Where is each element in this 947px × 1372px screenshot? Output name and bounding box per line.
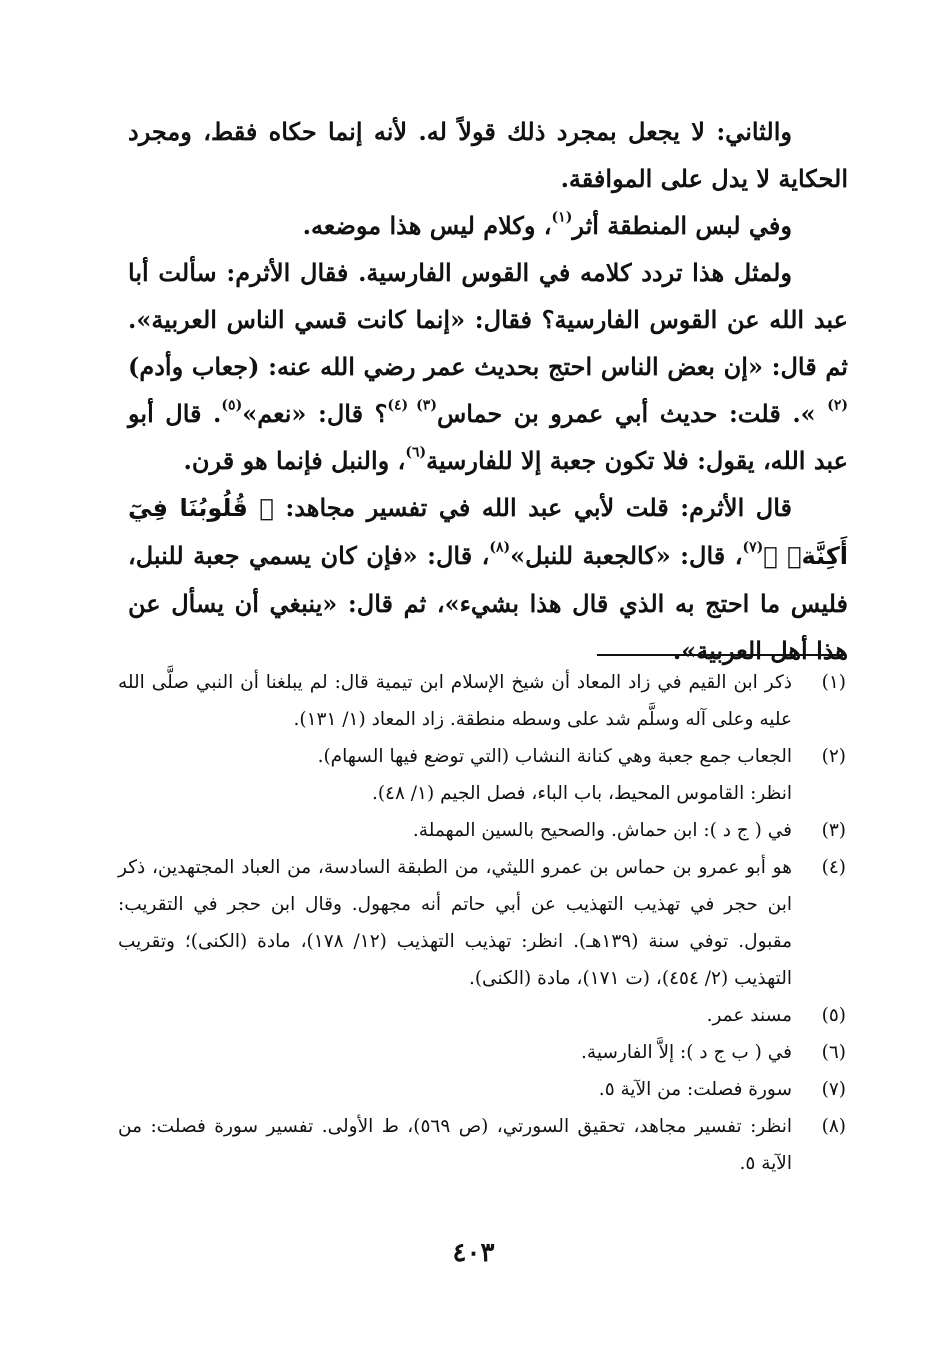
footnote-item xyxy=(118,1108,846,1182)
footnote-number: (٢) xyxy=(821,746,846,767)
text-segment: ، وكلام ليس هذا موضعه. xyxy=(302,211,552,240)
footnote-text: انظر: القاموس المحيط، باب الباء، فصل الجيم (١/ ٤٨). xyxy=(371,783,792,804)
footnote-item xyxy=(118,1071,846,1108)
footnote-number: (٥) xyxy=(821,1005,846,1026)
footnote-ref: (٥) xyxy=(221,397,243,414)
footnote-item xyxy=(118,812,846,849)
footnote-text: سورة فصلت: من الآية ٥. xyxy=(598,1079,792,1100)
footnote-text: انظر: تفسير مجاهد، تحقيق السورتي، (ص ٥٦٩)، ط الأولى. تفسير سورة فصلت: من الآية ٥. xyxy=(118,1116,792,1174)
footnote-number: (٤) xyxy=(821,857,846,878)
text-segment: ، قال: «فإن كان يسمي جعبة للنبل، فليس ما احتج به الذي قال هذا بشيء»، ثم قال: «ينبغي أن يسأل عن هذا أهل العربية». xyxy=(128,541,848,665)
footnote-item xyxy=(118,738,846,812)
quran-verse: ﴿ قُلُوبُنَا فِيٓ أَكِنَّةٖ ﴾ xyxy=(128,494,849,570)
text-segment: ولمثل هذا تردد كلامه في القوس الفارسية. فقال الأثرم: سألت أبا عبد الله عن القوس الفارسية؟ فقال: «إنما كانت قسي الناس العربية». ثم قال: «إن بعض الناس احتج بحديث عمر رضي الله عنه: (جعاب وأدم) xyxy=(128,258,848,381)
footnote-ref: (١) xyxy=(551,209,573,226)
footnote-item xyxy=(118,1034,846,1071)
footnote-text: هو أبو عمرو بن حماس بن عمرو الليثي، من الطبقة السادسة، من العباد المجتهدين، ذكر ابن حجر في تهذيب التهذيب عن أبي حاتم أنه مجهول. وقال ابن حجر في التقريب: مقبول. توفي سنة (١٣٩هـ). انظر: تهذيب التهذيب (١٢/ ١٧٨)، مادة (الكنى)؛ وتقريب التهذيب (٢/ ٤٥٤)، (ت ١٧١)، مادة (الكنى). xyxy=(118,857,792,989)
footnote-text: ذكر ابن القيم في زاد المعاد أن شيخ الإسلام ابن تيمية قال: لم يبلغنا أن النبي صلَّى الله عليه وعلى آله وسلَّم شد على وسطه منطقة. زاد المعاد (١/ ١٣١). xyxy=(118,672,792,730)
text-segment: ، قال: «كالجعبة للنبل» xyxy=(510,541,743,570)
footnote-item xyxy=(118,849,846,997)
footnote-number: (٣) xyxy=(821,820,846,841)
text-segment: وفي لبس المنطقة أثر xyxy=(572,211,792,240)
paragraph-3 xyxy=(128,249,848,484)
paragraph-2 xyxy=(128,202,848,249)
footnotes xyxy=(118,664,846,1182)
footnote-text: في ( ج د ): ابن حماش. والصحيح بالسين المهملة. xyxy=(412,820,792,841)
footnote-number: (١) xyxy=(821,672,846,693)
footnote-number: (٨) xyxy=(821,1116,846,1137)
main-text xyxy=(128,108,848,674)
footnote-ref: (٧) xyxy=(742,539,764,556)
footnote-ref: (٢) xyxy=(827,397,849,414)
footnote-ref: (٦) xyxy=(405,444,427,461)
footnote-text: في ( ب ج د ): إلاَّ الفارسية. xyxy=(581,1042,792,1063)
page-number: ٤٠٣ xyxy=(452,1238,495,1268)
text-segment: والثاني: لا يجعل بمجرد ذلك قولاً له. لأنه إنما حكاه فقط، ومجرد الحكاية لا يدل على الموافقة. xyxy=(128,117,848,193)
text-segment: ؟ قال: «نعم» xyxy=(242,399,388,428)
footnote-ref: (٨) xyxy=(489,539,511,556)
text-segment: ، والنبل فإنما هو قرن. xyxy=(183,446,406,475)
text-segment: . قال أبو عبد الله، يقول: فلا تكون جعبة إلا للفارسية xyxy=(128,399,848,475)
footnote-item xyxy=(118,664,846,738)
footnote-text: الجعاب جمع جعبة وهي كنانة النشاب (التي توضع فيها السهام). xyxy=(317,746,792,767)
paragraph-1 xyxy=(128,108,848,202)
footnote-number: (٦) xyxy=(821,1042,846,1063)
footnote-text: مسند عمر. xyxy=(706,1005,792,1026)
footnote-ref: (٣) (٤) xyxy=(387,397,437,414)
footnote-item xyxy=(118,997,846,1034)
paragraph-4 xyxy=(128,484,848,674)
footnote-number: (٧) xyxy=(821,1079,846,1100)
text-segment: قال الأثرم: قلت لأبي عبد الله في تفسير مجاهد: xyxy=(273,493,792,522)
text-segment: ». قلت: حديث أبي عمرو بن حماس xyxy=(436,399,828,428)
footnote-divider xyxy=(597,654,845,656)
